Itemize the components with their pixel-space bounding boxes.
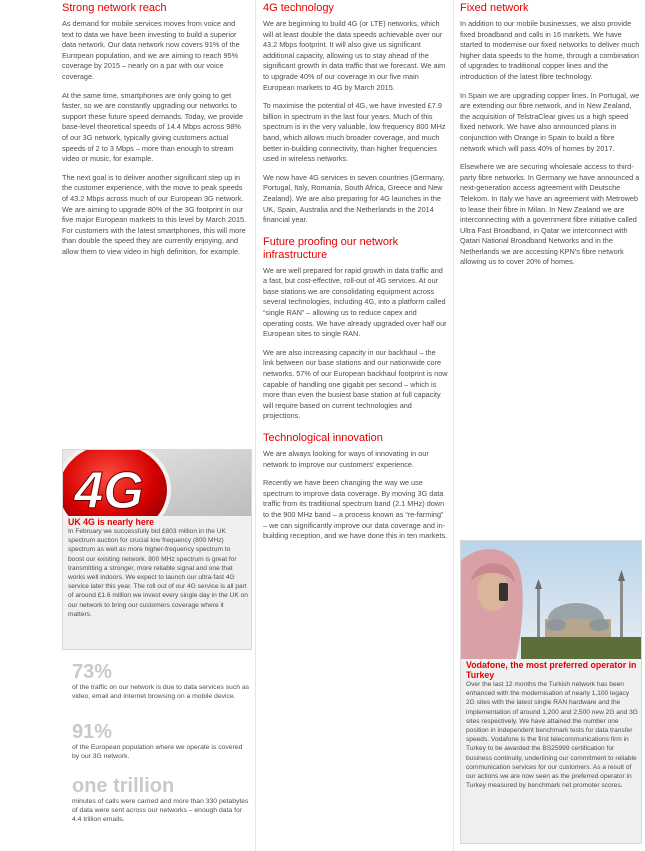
paragraph: We now have 4G services in seven countries (Germany, Portugal, Italy, Romania, South Africa, Greece and New Zealand). We are also preparing for 4G launches in the UK, Spain, Australia and the Netherlands in the 2014 financial year. [263,172,445,225]
uk-4g-callout-box [62,449,252,650]
paragraph: The next goal is to deliver another significant step up in the customer experience, with the move to peak speeds of 43.2 Mbps across much of our European 3G network. We are aiming to upgrade 80% of the 3G footprint in our five major European markets to this level by March 2015. For customers with the latest smartphones, this will more than double the speed they are currently enjoying, and allow them to view video in high definition, for example. [62,172,247,256]
istanbul-mosque-photo-icon [461,541,641,659]
section-heading-fixed-network: Fixed network [460,2,529,14]
callout-title: Vodafone, the most preferred operator in Turkey [466,660,637,680]
paragraph: As demand for mobile services moves from voice and text to data we have been investing to build a superior data network. Our data network now covers 91% of the European population, and we are aiming to reach 95% coverage by 2015 – nearly on a par with our voice coverage. [62,19,240,81]
paragraph: We are well prepared for rapid growth in data traffic and a fast, but cost-effective, roll-out of 4G services. At our base stations we are consolidating equipment across several technologies, including 4G, into a platform called “single RAN” – allowing us to reduce capex and operating costs. We have already upgraded over half our European sites to single RAN. [263,265,447,339]
paragraph: We are also increasing capacity in our backhaul – the link between our base stations and our nationwide core networks. 57% of our European backhaul footprint is now capable of handling one gigabit per second – which is more than even the busiest base station at full capacity will require based on current technologies and projections. [263,347,448,421]
4g-logo-image [63,450,251,516]
section-heading-future-proofing: Future proofing our network infrastructure [263,235,399,261]
stat-traffic-data [72,661,250,701]
section-heading-strong-network-reach: Strong network reach [62,2,167,14]
section-heading-technological-innovation: Technological innovation [263,432,383,444]
4g-logo-text: 4G [74,462,144,516]
stat-value: one trillion [72,775,175,797]
stat-description: of the European population where we operate is covered by our 3G network. [72,744,243,760]
paragraph: In addition to our mobile businesses, we also provide fixed broadband and calls in 16 markets. We have started to modernise our fixed networks to deliver much higher data speeds to the home, through a combination of upgrades to traditional copper lines and the introduction of the latest fibre technology. [460,19,640,81]
column-strong-network-reach [62,0,247,265]
stat-description: minutes of calls were carried and more than 330 petabytes of data were sent across our networks – enough data for 4.4 trillion emails. [72,798,249,823]
paragraph: At the same time, smartphones are only going to get faster, so we are constantly upgrading our networks to support these future speed demands. Today, we provide base-level theoretical speeds of 14.4 Mbps across 98% of our 3G network, typically giving customers actual speeds of 2 to 3 Mbps – more than enough to stream video or music, for example. [62,90,244,164]
callout-text: Over the last 12 months the Turkish network has been enhanced with the modernisation of nearly 1,100 legacy 2G sites with the latest single RAN hardware and the implementation of around 1,200 and 2,500 new 2G and 3G sites respectively. We have attained the number one position in independent benchmark tests for data transfer speeds. Vodafone is the first telecommunications firm in Turkey to be awarded the BS25999 certification for business continuity, underlining our commitment to reliable communication services for our customers. As a result of our actions we are now seen as the preferred operator in Turkey measured by benchmark net promoter scores. [466,681,638,790]
paragraph: We are always looking for ways of innovating in our network to improve our customers’ experience. [263,449,429,469]
column-divider [255,0,256,851]
paragraph: To maximise the potential of 4G, we have invested £7.9 billion in spectrum in the last four years. Much of this spectrum is in the very valuable, low frequency 800 MHz band, which allows much broader coverage, and much better in-building connectivity, than higher frequencies used in wireless networks. [263,101,446,164]
section-heading-4g-technology: 4G technology [263,2,334,14]
stat-3g-coverage [72,721,250,761]
stat-call-minutes [72,775,250,824]
turkey-photo [461,541,641,659]
stat-value: 73% [72,661,113,683]
callout-text: In February we successfully bid £803 million in the UK spectrum auction for crucial low frequency (800 MHz) spectrum as well as more higher-frequency spectrum to boost our existing network. 800 MHz spectrum is great for transmitting a stronger, more reliable signal and one that works well indoors. We expect to launch our ultra-fast 4G service later this year. The roll out of our 4G service is all part of around £1.6 million we invest every single day in the UK on our network to bring our customers coverage where it matters. [68,528,248,618]
4g-badge-icon [63,450,251,516]
column-fixed-network [460,0,640,276]
paragraph: In Spain we are upgrading copper lines. In Portugal, we are extending our fibre network, and in New Zealand, the acquisition of TelstraClear gives us a high speed fixed network. We have also announced plans in conjunction with Orange in Spain to build a fibre network which will pass 40% of homes by 2017. [460,90,640,153]
stat-description: of the traffic on our network is due to data services such as video, email and internet browsing on a mobile device. [72,684,250,700]
paragraph: Recently we have been changing the way we use spectrum to improve data coverage. By moving 3G data traffic from its traditional spectrum band (2.1 MHz) down to the 900 MHz band – a process known as “re-farming” – we can significantly improve our data coverage and in-building reception, and we have done this in ten markets. [263,478,448,541]
stat-value: 91% [72,721,113,743]
turkey-callout-box [460,540,642,844]
paragraph: Elsewhere we are securing wholesale access to third-party fibre networks. In Germany we have announced a next-generation access agreement with Deutsche Telekom. In Italy we have an agreement with Metroweb to lease their fibre in Milan. In New Zealand we are interconnecting with a government fibre initiative called Ultra Fast Broadband, in Qatar we interconnect with Qatari National Broadband Networks and in the Netherlands we are accessing KPN’s fibre network allowing us to cover 20% of homes. [460,162,640,267]
callout-title: UK 4G is nearly here [68,517,155,527]
column-4g-technology [263,0,448,550]
paragraph: We are beginning to build 4G (or LTE) networks, which will at least double the data speeds achievable over our 43.2 Mbps footprint. It will also give us significant additional capacity, allowing us to stay ahead of the significant growth in data traffic that we forecast. We aim to upgrade 40% of our coverage in our five main European markets to 4G by March 2015. [263,19,446,92]
column-divider [453,0,454,851]
